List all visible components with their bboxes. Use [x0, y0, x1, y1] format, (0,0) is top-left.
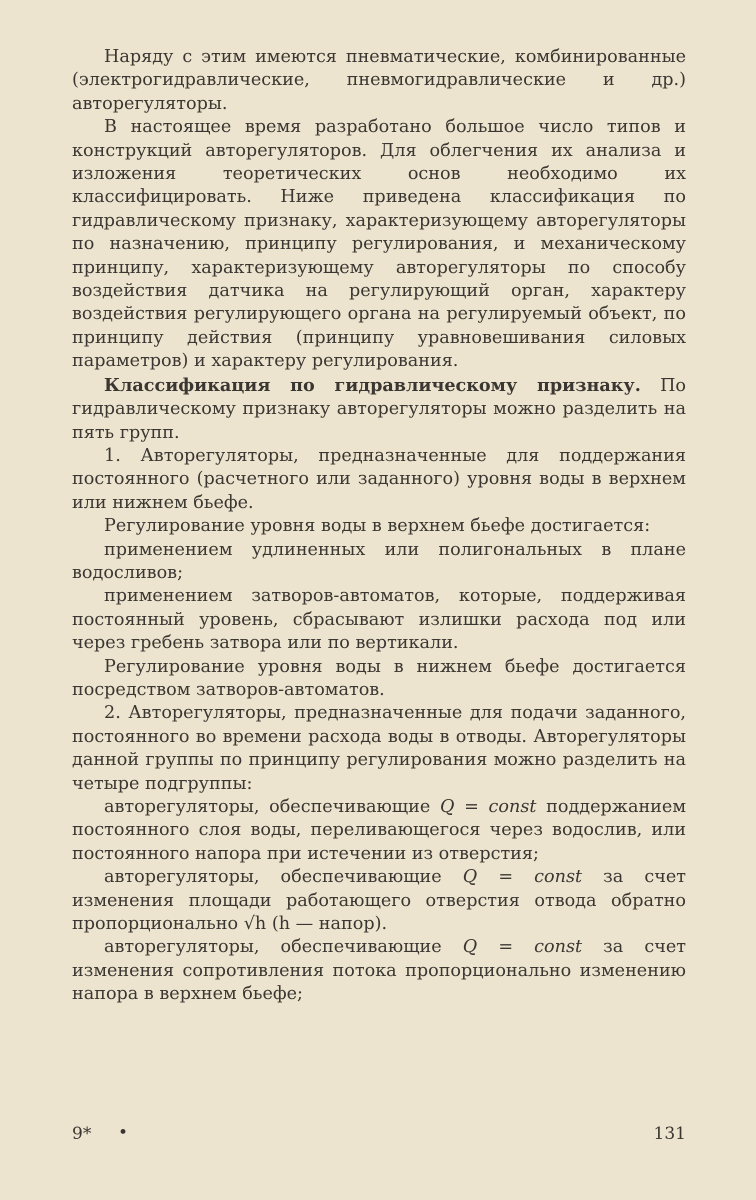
paragraph-11: авторегуляторы, обеспечивающие Q = const за счет изменения площади работающего отверстия отвода обратно пропорционально √h (h — напор). — [72, 867, 686, 935]
dot-mark: • — [118, 1123, 129, 1143]
paragraph-7: применением затворов-автоматов, которые, поддерживая постоянный уровень, сбрасывают излишки расхода под или через гребень затвора или по вертикали. — [72, 586, 686, 654]
paragraph-3: Классификация по гидравлическому признаку. По гидравлическому признаку авторегуляторы можно разделить на пять групп. — [72, 374, 687, 443]
sqrt-formula: √h — [243, 914, 267, 935]
formula: Q = const — [462, 937, 583, 958]
paragraph-6: применением удлиненных или полигональных в плане водосливов; — [72, 539, 686, 583]
formula: Q = const — [439, 797, 537, 817]
paragraph-1: Наряду с этим имеются пневматические, комбинированные (электрогидравлические, пневмогидравлические и др.) авторегуляторы. — [72, 47, 686, 114]
paragraph-4: 1. Авторегуляторы, предназначенные для поддержания постоянного (расчетного или заданного) уровня воды в верхнем или нижнем бьефе. — [72, 445, 686, 513]
signature-mark: 9* — [72, 1124, 92, 1144]
page-number: 131 — [653, 1124, 686, 1144]
paragraph-2: В настоящее время разработано большое число типов и конструкций авторегуляторов. Для облегчения их анализа и изложения теоретических основ необходимо их классифицировать. Ниже приведена классификация по гидравлическому признаку, характеризующему авторегуляторы по назначению, принципу регулирования, и механическому принципу, характеризующему авторегуляторы по способу воздействия датчика на регулирующий орган, характеру воздействия регулирующего органа на регулируемый объект, по принципу действия (принципу уравновешивания силовых параметров) и характеру регулирования. — [72, 117, 686, 372]
paragraph-8: Регулирование уровня воды в нижнем бьефе достигается посредством затворов-автоматов. — [72, 656, 686, 700]
section-heading: Классификация по гидравлическому признаку. — [104, 374, 641, 396]
paragraph-5: Регулирование уровня воды в верхнем бьефе достигается: — [104, 516, 651, 537]
body-text — [72, 46, 686, 1007]
paragraph-9: 2. Авторегуляторы, предназначенные для подачи заданного, постоянного во времени расхода воды в отводы. Авторегуляторы данной группы по принципу регулирования можно разделить на четыре подгруппы: — [72, 703, 686, 794]
paragraph-10: авторегуляторы, обеспечивающие Q = const поддержанием постоянного слоя воды, переливающегося через водослив, или постоянного напора при истечении из отверстия; — [72, 797, 687, 864]
formula: Q = const — [462, 867, 583, 888]
paragraph-12: авторегуляторы, обеспечивающие Q = const за счет изменения сопротивления потока пропорционально изменению напора в верхнем бьефе; — [72, 937, 686, 1005]
